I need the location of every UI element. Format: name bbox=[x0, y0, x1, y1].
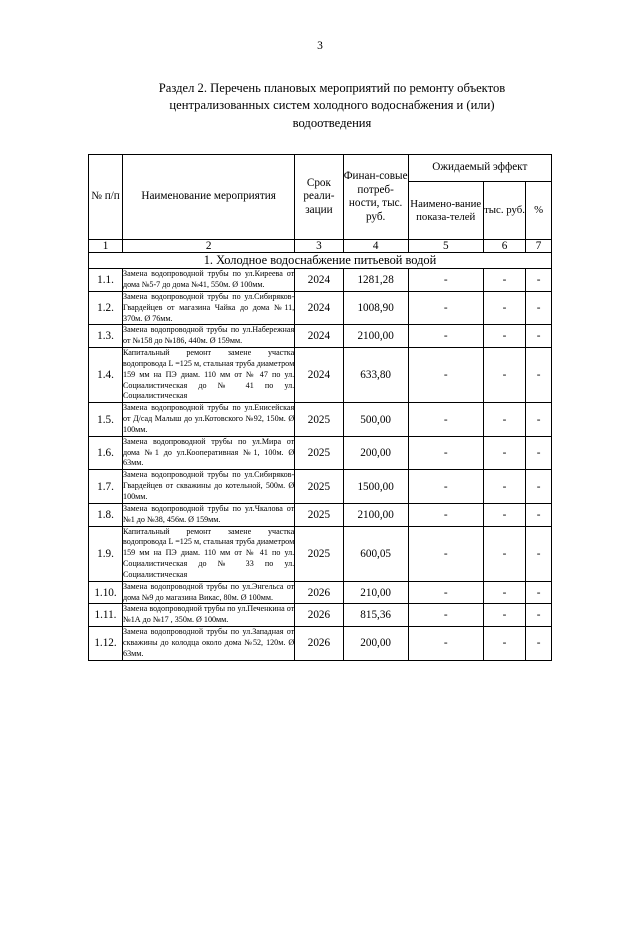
table-section-row bbox=[89, 253, 552, 269]
cell-pct: - bbox=[526, 604, 552, 627]
header-cell-effect-indicator: Наимено-вание показа-телей bbox=[408, 182, 483, 240]
section-title: 1. Холодное водоснабжение питьевой водой bbox=[89, 253, 552, 269]
cell-pct: - bbox=[526, 581, 552, 604]
cell-pct: - bbox=[526, 348, 552, 403]
page-title-line-3: водоотведения bbox=[292, 115, 372, 130]
cell-pct: - bbox=[526, 269, 552, 292]
cell-no: 1.7. bbox=[89, 470, 123, 504]
cell-finance: 200,00 bbox=[343, 436, 408, 470]
table-row bbox=[89, 526, 552, 581]
cell-name: Замена водопроводной трубы по ул.Киреева от дома №5-7 до дома №41, 550м. Ø 100мм. bbox=[123, 269, 295, 292]
cell-ths: - bbox=[483, 470, 525, 504]
cell-no: 1.8. bbox=[89, 503, 123, 526]
cell-term: 2024 bbox=[295, 291, 343, 325]
cell-indicator: - bbox=[408, 436, 483, 470]
cell-name: Замена водопроводной трубы по ул.Сибиряков-Гвардейцев от магазина Чайка до дома №11, 370м. Ø 76мм. bbox=[123, 291, 295, 325]
cell-pct: - bbox=[526, 503, 552, 526]
table-row bbox=[89, 470, 552, 504]
cell-pct: - bbox=[526, 470, 552, 504]
table-row bbox=[89, 503, 552, 526]
cell-ths: - bbox=[483, 403, 525, 437]
cell-pct: - bbox=[526, 291, 552, 325]
column-number-4: 4 bbox=[343, 240, 408, 253]
cell-pct: - bbox=[526, 403, 552, 437]
cell-name: Замена водопроводной трубы по ул.Сибиряков-Гвардейцев от скважины до котельной, 500м. Ø 100мм. bbox=[123, 470, 295, 504]
cell-name: Капитальный ремонт замене участка водопровода L =125 м, стальная труба диаметром 159 мм на ПЭ диам. 110 мм от № 41 по ул. Социалистическая до № 33 по ул. Социалистическая bbox=[123, 526, 295, 581]
header-cell-term: Срок реали-зации bbox=[295, 155, 343, 240]
cell-indicator: - bbox=[408, 526, 483, 581]
cell-term: 2025 bbox=[295, 526, 343, 581]
cell-indicator: - bbox=[408, 325, 483, 348]
cell-no: 1.4. bbox=[89, 348, 123, 403]
cell-ths: - bbox=[483, 269, 525, 292]
cell-no: 1.1. bbox=[89, 269, 123, 292]
table-column-numbers-row bbox=[89, 240, 552, 253]
cell-term: 2024 bbox=[295, 269, 343, 292]
cell-finance: 815,36 bbox=[343, 604, 408, 627]
cell-ths: - bbox=[483, 291, 525, 325]
table-header bbox=[89, 155, 552, 253]
cell-ths: - bbox=[483, 604, 525, 627]
cell-indicator: - bbox=[408, 627, 483, 661]
cell-finance: 633,80 bbox=[343, 348, 408, 403]
cell-finance: 200,00 bbox=[343, 627, 408, 661]
cell-name: Замена водопроводной трубы по ул.Печенкина от №1А до №17 , 350м. Ø 100мм. bbox=[123, 604, 295, 627]
cell-indicator: - bbox=[408, 348, 483, 403]
cell-term: 2024 bbox=[295, 348, 343, 403]
page-title-line-1: Раздел 2. Перечень плановых мероприятий по ремонту объектов bbox=[158, 81, 506, 95]
cell-no: 1.2. bbox=[89, 291, 123, 325]
cell-indicator: - bbox=[408, 403, 483, 437]
cell-no: 1.10. bbox=[89, 581, 123, 604]
cell-finance: 2100,00 bbox=[343, 503, 408, 526]
column-number-2: 2 bbox=[123, 240, 295, 253]
page-title-line-2: централизованных систем холодного водоснабжения и (или) bbox=[169, 98, 495, 113]
table-row bbox=[89, 436, 552, 470]
cell-ths: - bbox=[483, 436, 525, 470]
cell-term: 2025 bbox=[295, 436, 343, 470]
cell-term: 2026 bbox=[295, 604, 343, 627]
cell-term: 2025 bbox=[295, 470, 343, 504]
cell-no: 1.5. bbox=[89, 403, 123, 437]
table-row bbox=[89, 325, 552, 348]
cell-finance: 1008,90 bbox=[343, 291, 408, 325]
table-row bbox=[89, 291, 552, 325]
repair-measures-table bbox=[88, 154, 552, 661]
cell-pct: - bbox=[526, 325, 552, 348]
cell-pct: - bbox=[526, 436, 552, 470]
cell-term: 2025 bbox=[295, 403, 343, 437]
cell-term: 2026 bbox=[295, 581, 343, 604]
cell-name: Замена водопроводной трубы по ул.Набережная от №158 до №186, 440м. Ø 159мм. bbox=[123, 325, 295, 348]
cell-finance: 2100,00 bbox=[343, 325, 408, 348]
header-cell-no: № п/п bbox=[89, 155, 123, 240]
column-number-6: 6 bbox=[483, 240, 525, 253]
cell-ths: - bbox=[483, 503, 525, 526]
cell-indicator: - bbox=[408, 604, 483, 627]
cell-ths: - bbox=[483, 581, 525, 604]
cell-term: 2026 bbox=[295, 627, 343, 661]
page-title bbox=[112, 80, 552, 132]
cell-name: Замена водопроводной трубы по ул.Енисейская от Д/сад Малыш до ул.Котовского №92, 150м. Ø 100мм. bbox=[123, 403, 295, 437]
cell-no: 1.11. bbox=[89, 604, 123, 627]
cell-ths: - bbox=[483, 526, 525, 581]
table-row bbox=[89, 627, 552, 661]
table-body bbox=[89, 253, 552, 661]
cell-finance: 600,05 bbox=[343, 526, 408, 581]
header-cell-effect-ths: тыс. руб. bbox=[483, 182, 525, 240]
column-number-3: 3 bbox=[295, 240, 343, 253]
header-cell-finance: Финан-совые потреб-ности, тыс. руб. bbox=[343, 155, 408, 240]
cell-name: Замена водопроводной трубы по ул.Энгельса от дома №9 до магазина Викас, 80м. Ø 100мм. bbox=[123, 581, 295, 604]
cell-indicator: - bbox=[408, 470, 483, 504]
cell-name: Замена водопроводной трубы по ул.Чкалова от №1 до №38, 456м. Ø 159мм. bbox=[123, 503, 295, 526]
table-row bbox=[89, 269, 552, 292]
cell-ths: - bbox=[483, 348, 525, 403]
cell-name: Замена водопроводной трубы по ул.Мира от дома №1 до ул.Кооперативная №1, 100м. Ø 63мм. bbox=[123, 436, 295, 470]
cell-pct: - bbox=[526, 526, 552, 581]
table-header-row-1 bbox=[89, 155, 552, 182]
table-row bbox=[89, 348, 552, 403]
cell-indicator: - bbox=[408, 503, 483, 526]
table-row bbox=[89, 403, 552, 437]
cell-ths: - bbox=[483, 627, 525, 661]
column-number-1: 1 bbox=[89, 240, 123, 253]
cell-finance: 1500,00 bbox=[343, 470, 408, 504]
cell-no: 1.6. bbox=[89, 436, 123, 470]
column-number-7: 7 bbox=[526, 240, 552, 253]
cell-no: 1.9. bbox=[89, 526, 123, 581]
cell-indicator: - bbox=[408, 581, 483, 604]
column-number-5: 5 bbox=[408, 240, 483, 253]
cell-indicator: - bbox=[408, 291, 483, 325]
cell-finance: 1281,28 bbox=[343, 269, 408, 292]
cell-name: Замена водопроводной трубы по ул.Западная от скважины до колодца около дома №52, 120м. Ø 63мм. bbox=[123, 627, 295, 661]
cell-no: 1.3. bbox=[89, 325, 123, 348]
document-page bbox=[0, 40, 640, 945]
header-cell-effect-pct: % bbox=[526, 182, 552, 240]
cell-name: Капитальный ремонт замене участка водопровода L =125 м, стальная труба диаметром 159 мм на ПЭ диам. 110 мм от № 47 по ул. Социалистическая до № 41 по ул. Социалистическая bbox=[123, 348, 295, 403]
cell-ths: - bbox=[483, 325, 525, 348]
cell-no: 1.12. bbox=[89, 627, 123, 661]
cell-finance: 500,00 bbox=[343, 403, 408, 437]
cell-pct: - bbox=[526, 627, 552, 661]
header-cell-name: Наименование мероприятия bbox=[123, 155, 295, 240]
cell-finance: 210,00 bbox=[343, 581, 408, 604]
table-row bbox=[89, 604, 552, 627]
header-cell-effect: Ожидаемый эффект bbox=[408, 155, 551, 182]
cell-term: 2025 bbox=[295, 503, 343, 526]
cell-term: 2024 bbox=[295, 325, 343, 348]
table-row bbox=[89, 581, 552, 604]
page-number: 3 bbox=[317, 40, 323, 52]
cell-indicator: - bbox=[408, 269, 483, 292]
